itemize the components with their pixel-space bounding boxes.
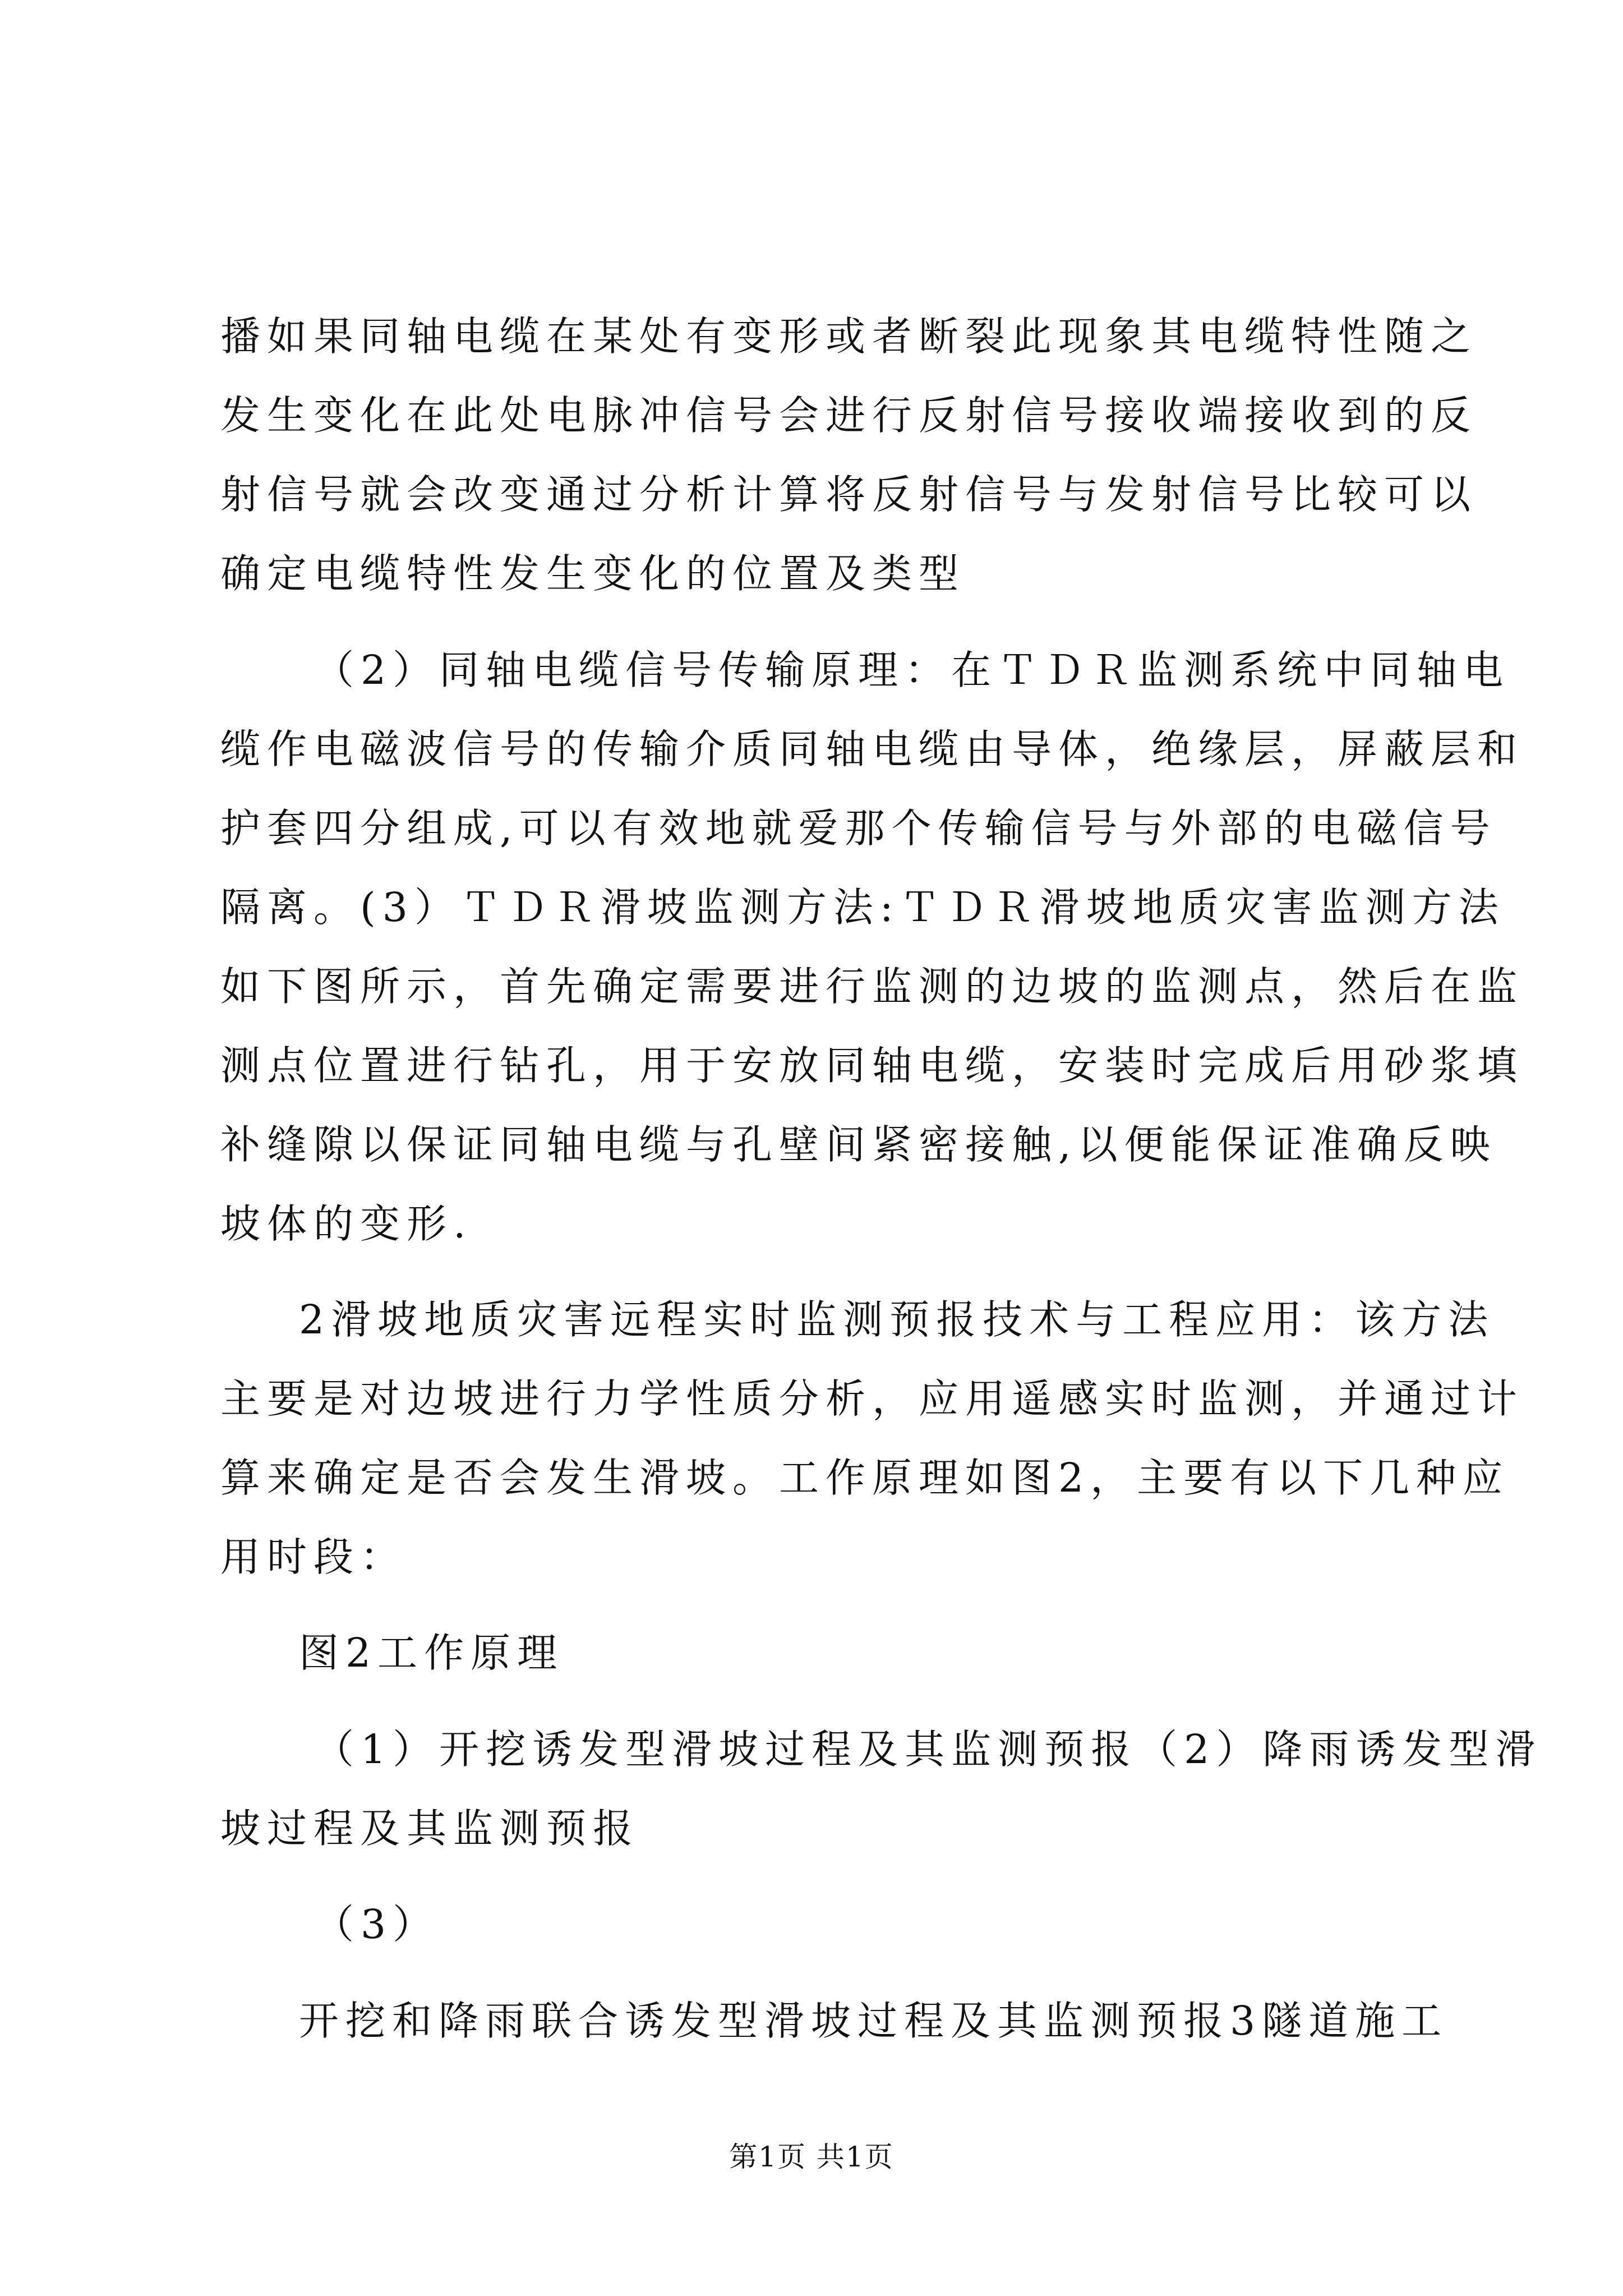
body-text-line: 播如果同轴电缆在某处有变形或者断裂此现象其电缆特性随之: [220, 313, 1478, 360]
body-text-line: 隔离。(3）ＴＤＲ滑坡监测方法:ＴＤＲ滑坡地质灾害监测方法: [220, 884, 1505, 931]
body-text-line: 坡过程及其监测预报: [220, 1805, 640, 1852]
body-text-line: 射信号就会改变通过分析计算将反射信号与发射信号比较可以: [220, 471, 1478, 518]
body-text-line: （3）: [314, 1901, 440, 1948]
body-text-line: 用时段：: [220, 1534, 407, 1580]
body-text-line: （1）开挖诱发型滑坡过程及其监测预报（2）降雨诱发型滑: [314, 1726, 1542, 1773]
body-text-line: 2滑坡地质灾害远程实时监测预报技术与工程应用：该方法: [299, 1296, 1495, 1343]
body-text-line: 补缝隙以保证同轴电缆与孔壁间紧密接触,以便能保证准确反映: [220, 1121, 1497, 1168]
body-text-line: 算来确定是否会发生滑坡。工作原理如图2，主要有以下几种应: [220, 1455, 1510, 1501]
body-text-line: 如下图所示，首先确定需要进行监测的边坡的监测点，然后在监: [220, 963, 1524, 1010]
page-footer: 第1页 共1页: [729, 2141, 894, 2173]
body-text-line: 开挖和降雨联合诱发型滑坡过程及其监测预报3隧道施工: [299, 1998, 1449, 2044]
body-text-line: 护套四分组成,可以有效地就爱那个传输信号与外部的电磁信号: [220, 805, 1497, 852]
body-text-line: 测点位置进行钻孔，用于安放同轴电缆，安装时完成后用砂浆填: [220, 1042, 1524, 1089]
body-text-line: （2）同轴电缆信号传输原理：在ＴＤＲ监测系统中同轴电: [314, 647, 1510, 693]
figure-caption: 图2工作原理: [299, 1630, 564, 1676]
body-text-line: 主要是对边坡进行力学性质分析，应用遥感实时监测，并通过计: [220, 1375, 1524, 1422]
body-text-line: 发生变化在此处电脉冲信号会进行反射信号接收端接收到的反: [220, 392, 1478, 439]
body-text-line: 坡体的变形.: [220, 1200, 473, 1247]
body-text-line: 缆作电磁波信号的传输介质同轴电缆由导体，绝缘层，屏蔽层和: [220, 726, 1524, 772]
body-text-line: 确定电缆特性发生变化的位置及类型: [220, 550, 966, 597]
